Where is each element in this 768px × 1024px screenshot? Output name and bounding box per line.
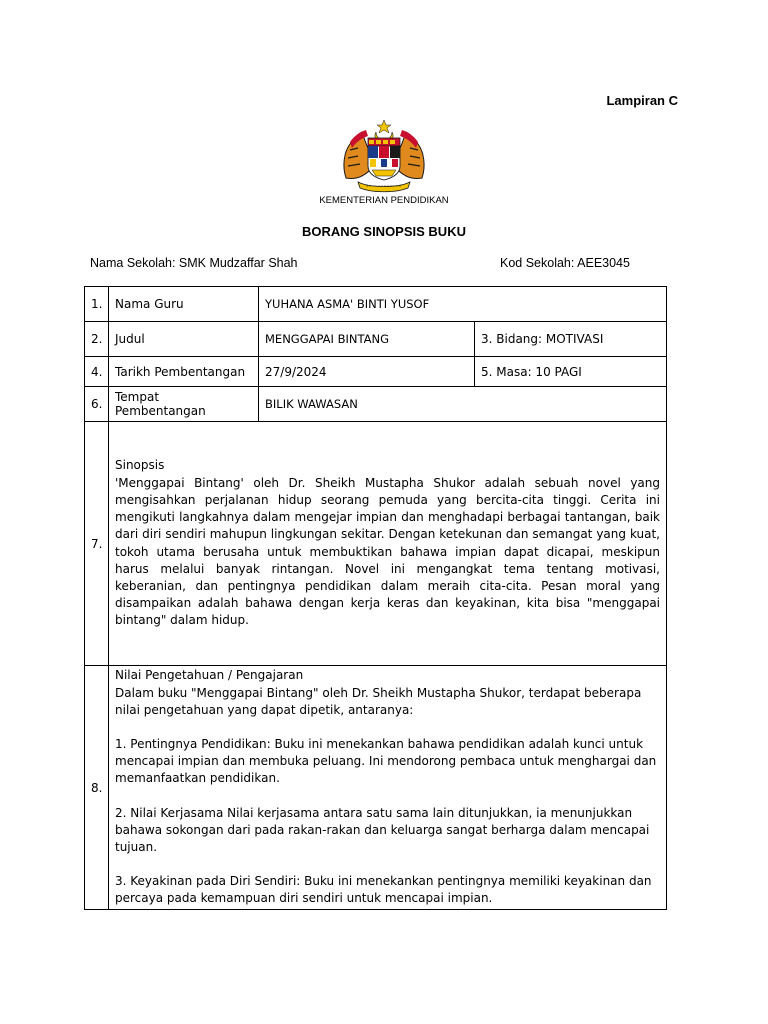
field-label: Tempat Pembentangan bbox=[109, 387, 259, 422]
row-number: 6. bbox=[85, 387, 109, 422]
values-intro: Dalam buku "Menggapai Bintang" oleh Dr. Sheikh Mustapha Shukor, terdapat beberapa nilai pengetahuan yang dapat dipetik, antaranya: bbox=[115, 685, 642, 717]
synopsis-form-table bbox=[84, 286, 667, 910]
row-number: 8. bbox=[85, 666, 109, 910]
values-heading: Nilai Pengetahuan / Pengajaran bbox=[115, 668, 304, 683]
book-title-value: MENGGAPAI BINTANG bbox=[259, 322, 475, 357]
row-number: 2. bbox=[85, 322, 109, 357]
form-row-date bbox=[85, 357, 667, 387]
form-row-title bbox=[85, 322, 667, 357]
values-cell bbox=[109, 666, 667, 910]
values-point-2: 2. Nilai Kerjasama Nilai kerjasama antara satu sama lain ditunjukkan, ia menunjukkan bahawa sokongan dari pada rakan-rakan dan keluarga sangat berharga dalam mencapai tujuan. bbox=[115, 805, 650, 854]
row-number: 1. bbox=[85, 287, 109, 322]
school-code: Kod Sekolah: AEE3045 bbox=[500, 256, 630, 270]
form-row-venue bbox=[85, 387, 667, 422]
field-label: Judul bbox=[109, 322, 259, 357]
presentation-date-value: 27/9/2024 bbox=[259, 357, 475, 387]
ministry-name: KEMENTERIAN PENDIDIKAN bbox=[319, 195, 449, 206]
coat-of-arms-icon bbox=[336, 118, 432, 194]
form-row-values bbox=[85, 666, 667, 910]
values-point-1: 1. Pentingnya Pendidikan: Buku ini menekankan bahawa pendidikan adalah kunci untuk mencapai impian dan membuka peluang. Ini mendorong pembaca untuk menghargai dan memanfaatkan pendidikan. bbox=[115, 736, 657, 786]
form-row-synopsis bbox=[85, 422, 667, 666]
field-masa: 5. Masa: 10 PAGI bbox=[475, 357, 667, 387]
field-label: Nama Guru bbox=[109, 287, 259, 322]
school-name: Nama Sekolah: SMK Mudzaffar Shah bbox=[90, 256, 298, 270]
school-info-line bbox=[90, 256, 650, 270]
venue-value: BILIK WAWASAN bbox=[259, 387, 667, 422]
synopsis-text: 'Menggapai Bintang' oleh Dr. Sheikh Mustapha Shukor adalah sebuah novel yang mengisahkan perjalanan hidup seorang pemuda yang bercita-cita tinggi. Cerita ini mengikuti langkahnya dalam mengejar impian dan menghadapi berbagai tantangan, baik dari diri sendiri mahupun lingkungan sekitar. Dengan ketekunan dan semangat yang kuat, tokoh utama berusaha untuk membuktikan bahawa impian dapat dicapai, meskipun harus melalui banyak rintangan. Novel ini mengangkat tema tentang motivasi, keberanian, dan pentingnya pendidikan dalam meraih cita-cita. Pesan moral yang disampaikan adalah bahawa dengan kerja keras dan keyakinan, kita bisa "menggapai bintang" dalam hidup. bbox=[115, 475, 660, 628]
field-label: Tarikh Pembentangan bbox=[109, 357, 259, 387]
teacher-name-value: YUHANA ASMA' BINTI YUSOF bbox=[259, 287, 667, 322]
synopsis-heading: Sinopsis bbox=[115, 458, 165, 473]
row-number: 4. bbox=[85, 357, 109, 387]
field-bidang: 3. Bidang: MOTIVASI bbox=[475, 322, 667, 357]
row-number: 7. bbox=[85, 422, 109, 666]
form-row-teacher bbox=[85, 287, 667, 322]
lampiran-label: Lampiran C bbox=[606, 93, 678, 108]
form-title: BORANG SINOPSIS BUKU bbox=[302, 224, 466, 239]
synopsis-cell bbox=[109, 422, 667, 666]
values-point-3: 3. Keyakinan pada Diri Sendiri: Buku ini menekankan pentingnya memiliki keyakinan dan percaya pada kemampuan diri sendiri untuk mencapai impian. bbox=[115, 874, 652, 906]
